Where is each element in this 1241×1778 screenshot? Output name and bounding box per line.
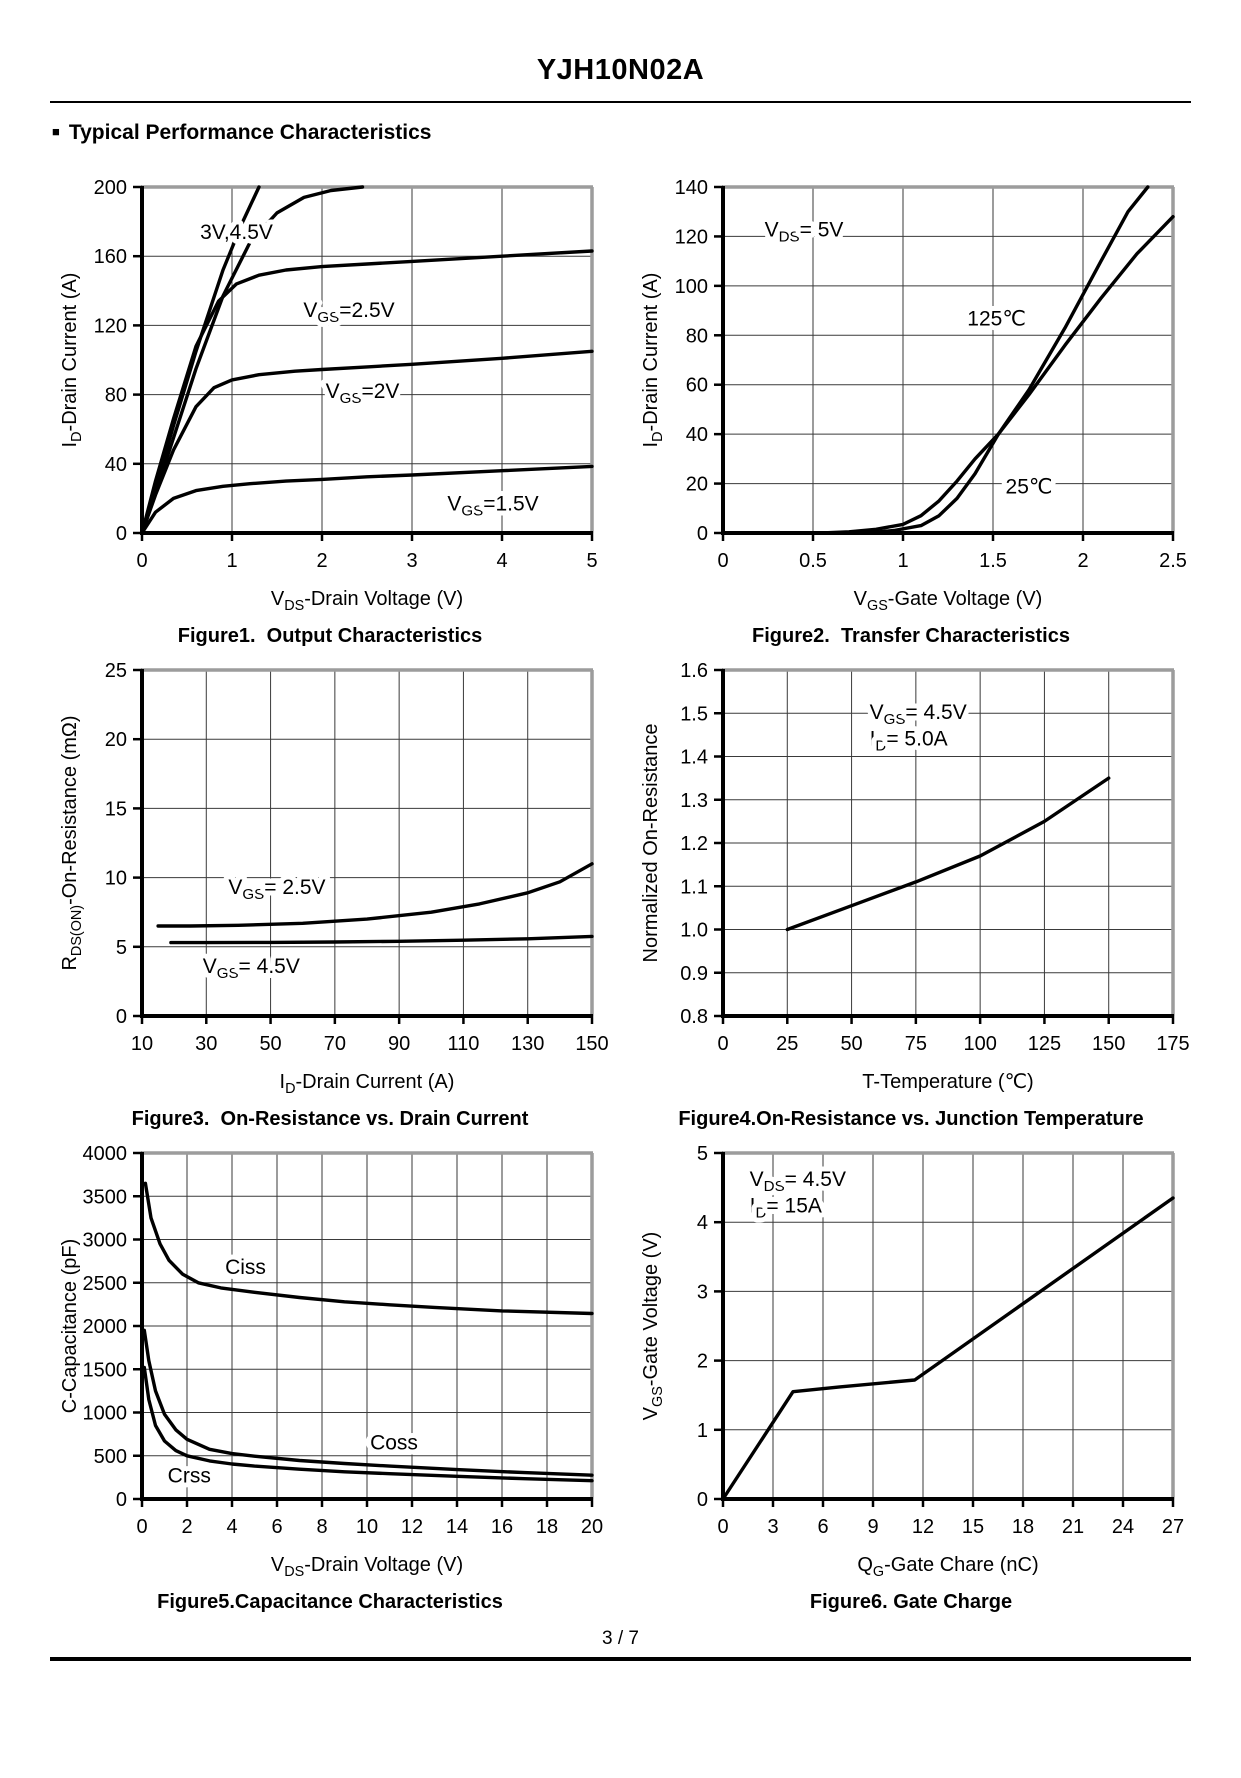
series-Ciss [145, 1183, 592, 1313]
annotation: $V_{GS}= 4.5V$ [202, 955, 300, 983]
y-tick-label: 40 [104, 453, 127, 476]
y-tick-label: 160 [93, 246, 127, 269]
x-tick-label: 130 [511, 1033, 545, 1055]
figure4-on-resistance-vs-junction-temperature-chart [631, 656, 1191, 1108]
annotation: 3V,4.5V [200, 220, 273, 244]
y-tick-label: 5 [115, 936, 127, 959]
series-VGS-2.5V [158, 864, 592, 926]
x-tick-label: 24 [1111, 1516, 1135, 1538]
y-tick-label: 80 [104, 384, 127, 407]
annotation: $V_{GS}=2V$ [325, 380, 400, 408]
chart-root [59, 1143, 603, 1580]
figure-1 [50, 173, 610, 648]
x-tick-label: 12 [911, 1516, 935, 1538]
y-tick-label: 80 [685, 325, 708, 348]
y-axis-title: $V_{GS}$-Gate Voltage (V) [640, 1231, 666, 1421]
annotation: $I_D= 5.0A$ [869, 727, 948, 755]
y-tick-label: 1000 [82, 1402, 127, 1425]
x-tick-label: 16 [490, 1516, 514, 1538]
x-tick-label: 21 [1061, 1516, 1085, 1538]
x-tick-label: 15 [961, 1516, 985, 1538]
y-tick-label: 10 [104, 867, 127, 890]
x-tick-label: 90 [388, 1033, 411, 1055]
doc-footer [50, 1628, 1191, 1661]
x-tick-label: 150 [575, 1033, 609, 1055]
x-tick-label: 50 [259, 1033, 282, 1055]
y-tick-label: 1.3 [680, 789, 708, 812]
x-axis-title: T-Temperature (℃) [862, 1071, 1034, 1093]
chart-root [640, 177, 1187, 614]
x-tick-label: 125 [1027, 1033, 1062, 1055]
chart-root [59, 177, 598, 614]
annotation: Ciss [225, 1256, 266, 1280]
y-tick-label: 2 [696, 1350, 708, 1373]
x-tick-label: 4 [496, 550, 508, 572]
series-normalized-on-resistance [787, 778, 1108, 929]
y-tick-label: 1.4 [680, 746, 708, 769]
y-tick-label: 100 [674, 275, 708, 298]
doc-header [50, 54, 1191, 103]
x-tick-label: 1 [226, 550, 238, 572]
x-tick-label: 0 [136, 1516, 148, 1538]
y-tick-label: 15 [104, 798, 127, 821]
chart-root [59, 660, 609, 1097]
x-tick-label: 18 [535, 1516, 559, 1538]
x-tick-label: 1.5 [979, 550, 1007, 572]
y-tick-label: 200 [93, 177, 127, 199]
y-tick-label: 1.0 [680, 919, 708, 942]
x-tick-label: 10 [355, 1516, 379, 1538]
y-tick-label: 40 [685, 424, 708, 447]
y-tick-label: 1.6 [680, 660, 708, 682]
figure2-transfer-characteristics-chart [631, 173, 1191, 625]
series-Coss [144, 1330, 592, 1475]
page-number: 3 / 7 [602, 1628, 639, 1649]
y-tick-label: 0 [696, 1489, 708, 1511]
x-tick-label: 4 [226, 1516, 238, 1538]
figure4-caption: Figure4.On-Resistance vs. Junction Temperature [678, 1108, 1144, 1130]
x-tick-label: 8 [316, 1516, 328, 1538]
annotation: $V_{GS}= 2.5V$ [228, 876, 326, 904]
annotation: Coss [370, 1431, 418, 1455]
y-axis-title: $I_D$-Drain Current (A) [640, 272, 666, 448]
x-tick-label: 150 [1092, 1033, 1126, 1055]
y-axis-title: $I_D$-Drain Current (A) [59, 272, 85, 448]
x-tick-label: 6 [271, 1516, 283, 1538]
x-tick-label: 2 [316, 550, 328, 572]
x-tick-label: 0 [717, 1516, 729, 1538]
x-tick-label: 2 [181, 1516, 193, 1538]
annotation: 25℃ [1005, 475, 1053, 499]
x-tick-label: 25 [776, 1033, 799, 1055]
x-tick-label: 12 [400, 1516, 424, 1538]
series-125C [822, 187, 1148, 533]
y-tick-label: 1 [696, 1419, 708, 1442]
y-tick-label: 0 [696, 523, 708, 545]
x-tick-label: 110 [447, 1033, 480, 1055]
x-tick-label: 175 [1156, 1033, 1190, 1055]
y-tick-label: 5 [696, 1143, 708, 1165]
x-axis-title: $V_{GS}$-Gate Voltage (V) [853, 588, 1043, 614]
x-tick-label: 10 [130, 1033, 154, 1055]
x-axis-title: $I_D$-Drain Current (A) [279, 1071, 455, 1097]
x-tick-label: 100 [963, 1033, 997, 1055]
y-tick-label: 1500 [82, 1359, 127, 1382]
y-tick-label: 120 [93, 315, 127, 338]
x-tick-label: 14 [445, 1516, 469, 1538]
section-heading-text: Typical Performance Characteristics [68, 121, 432, 144]
figure5-capacitance-characteristics-chart [50, 1139, 610, 1591]
annotation: $I_D= 15A$ [749, 1194, 822, 1222]
y-tick-label: 3000 [82, 1229, 127, 1252]
x-tick-label: 0 [717, 1033, 729, 1055]
header-divider [50, 101, 1191, 103]
annotation: Crss [167, 1464, 211, 1488]
y-tick-label: 1.1 [680, 876, 708, 899]
figure-2 [631, 173, 1191, 648]
x-tick-label: 3 [767, 1516, 779, 1538]
x-tick-label: 0 [136, 550, 148, 572]
y-tick-label: 2500 [82, 1272, 127, 1295]
figure-6 [631, 1139, 1191, 1614]
x-tick-label: 2 [1077, 550, 1089, 572]
x-tick-label: 2.5 [1159, 550, 1187, 572]
x-axis-title: $V_{DS}$-Drain Voltage (V) [270, 1554, 464, 1580]
figure5-caption: Figure5.Capacitance Characteristics [157, 1591, 503, 1613]
figure-5 [50, 1139, 610, 1614]
figure6-caption: Figure6. Gate Charge [809, 1591, 1013, 1613]
page-title: YJH10N02A [536, 54, 705, 86]
footer-divider [50, 1657, 1191, 1661]
y-tick-label: 500 [93, 1445, 127, 1468]
chart-root [640, 660, 1190, 1093]
y-tick-label: 20 [104, 729, 127, 752]
y-tick-label: 3 [696, 1281, 708, 1304]
bullet-square-icon: ■ [52, 124, 60, 139]
x-tick-label: 3 [406, 550, 418, 572]
annotation: $V_{DS}= 5V$ [764, 218, 844, 246]
x-tick-label: 30 [195, 1033, 218, 1055]
y-tick-label: 20 [685, 473, 708, 496]
annotation: $V_{GS}=1.5V$ [447, 492, 539, 520]
figure1-caption: Figure1. Output Characteristics [177, 625, 483, 647]
x-tick-label: 0.5 [799, 550, 827, 572]
y-tick-label: 25 [104, 660, 127, 682]
x-tick-label: 0 [717, 550, 729, 572]
y-tick-label: 60 [685, 374, 708, 397]
figure1-output-characteristics-chart [50, 173, 610, 625]
x-tick-label: 27 [1161, 1516, 1185, 1538]
y-axis-title: C-Capacitance (pF) [59, 1238, 81, 1414]
x-axis-title: $V_{DS}$-Drain Voltage (V) [270, 588, 464, 614]
x-tick-label: 75 [904, 1033, 927, 1055]
x-tick-label: 18 [1011, 1516, 1035, 1538]
x-tick-label: 70 [323, 1033, 346, 1055]
y-tick-label: 120 [674, 226, 708, 249]
figure3-caption: Figure3. On-Resistance vs. Drain Current [131, 1108, 529, 1130]
annotation: $V_{GS}=2.5V$ [303, 298, 395, 326]
y-tick-label: 0 [115, 1006, 127, 1028]
x-tick-label: 50 [840, 1033, 863, 1055]
annotation: $V_{GS}= 4.5V$ [869, 700, 967, 728]
annotation: $V_{DS}= 4.5V$ [749, 1168, 846, 1196]
y-tick-label: 0.8 [680, 1006, 708, 1028]
figure3-on-resistance-vs-drain-current-chart [50, 656, 610, 1108]
y-axis-title: $R_{DS(ON)}-On$-Resistance (mΩ) [59, 715, 85, 971]
series-gate-charge [723, 1198, 1173, 1499]
x-tick-label: 5 [586, 550, 598, 572]
figure6-gate-charge-chart [631, 1139, 1191, 1591]
x-tick-label: 20 [580, 1516, 604, 1538]
y-tick-label: 3500 [82, 1186, 127, 1209]
chart-root [640, 1143, 1184, 1580]
y-tick-label: 4 [696, 1212, 708, 1235]
x-axis-title: $Q_G$-Gate Chare (nC) [857, 1554, 1039, 1580]
y-tick-label: 0.9 [680, 962, 708, 985]
x-tick-label: 6 [817, 1516, 829, 1538]
y-tick-label: 4000 [82, 1143, 127, 1165]
y-tick-label: 0 [115, 1489, 127, 1511]
x-tick-label: 1 [897, 550, 909, 572]
x-tick-label: 9 [867, 1516, 879, 1538]
y-tick-label: 2000 [82, 1316, 127, 1338]
y-tick-label: 1.2 [680, 833, 708, 855]
figures-grid [50, 173, 1191, 1614]
section-heading [52, 121, 1191, 145]
y-tick-label: 0 [115, 523, 127, 545]
figure2-caption: Figure2. Transfer Characteristics [752, 625, 1070, 647]
annotation: 125℃ [967, 307, 1026, 331]
y-tick-label: 140 [674, 177, 708, 199]
figure-3 [50, 656, 610, 1131]
y-axis-title: Normalized On-Resistance [640, 723, 662, 963]
y-tick-label: 1.5 [680, 703, 708, 726]
figure-4 [631, 656, 1191, 1131]
series-VGS-4.5V [171, 936, 592, 942]
